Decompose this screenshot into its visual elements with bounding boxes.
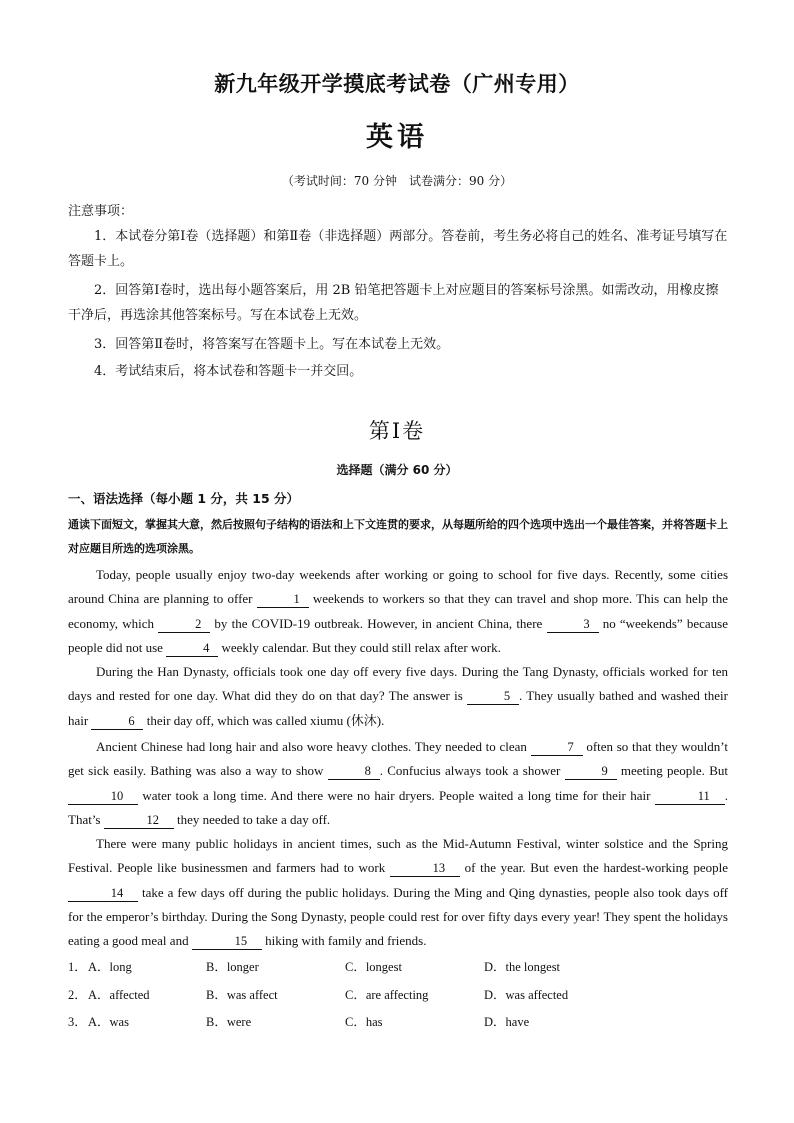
passage-text: their day off, which was called xiumu (休沐). bbox=[143, 712, 385, 728]
question-row-1 bbox=[68, 957, 728, 977]
passage-text: Ancient Chinese had long hair and also wore heavy clothes. They needed to clean bbox=[96, 739, 531, 754]
exam-title: 新九年级开学摸底考试卷（广州专用） bbox=[214, 72, 580, 96]
option-d[interactable]: D．was affected bbox=[484, 988, 569, 1002]
blank-11: 11 bbox=[655, 789, 725, 805]
option-a[interactable]: A．long bbox=[88, 960, 132, 974]
blank-5: 5 bbox=[467, 689, 519, 705]
blank-7: 7 bbox=[531, 740, 583, 756]
exam-info: （考试时间：70 分钟 试卷满分：90 分） bbox=[281, 174, 513, 188]
passage-paragraph-2 bbox=[68, 660, 728, 733]
passage-paragraph-3 bbox=[68, 735, 728, 832]
part-title: 第Ⅰ卷 bbox=[368, 419, 426, 443]
blank-14: 14 bbox=[68, 886, 138, 902]
option-c[interactable]: C．are affecting bbox=[345, 988, 429, 1002]
question-row-2 bbox=[68, 985, 728, 1005]
notice-item-1 bbox=[68, 224, 728, 274]
passage-text: . They usually bathed and washed their hair bbox=[68, 688, 728, 728]
blank-12: 12 bbox=[104, 813, 174, 829]
option-a[interactable]: A．was bbox=[88, 1015, 129, 1029]
blank-8: 8 bbox=[328, 764, 380, 780]
passage-text: hiking with family and friends. bbox=[261, 933, 427, 949]
blank-9: 9 bbox=[565, 764, 617, 780]
option-b[interactable]: B．was affect bbox=[206, 988, 278, 1002]
notice-item-text: 1．本试卷分第Ⅰ卷（选择题）和第Ⅱ卷（非选择题）两部分。答卷前，考生务必将自己的姓名、准考证号填写在答题卡上。 bbox=[68, 229, 728, 269]
blank-1: 1 bbox=[257, 592, 309, 608]
notice-item-2 bbox=[68, 278, 728, 328]
notice-item-3 bbox=[68, 332, 728, 357]
passage-text: . That’s bbox=[68, 787, 728, 827]
notice-item-4 bbox=[68, 359, 728, 384]
option-b[interactable]: B．longer bbox=[206, 960, 259, 974]
passage-text: meeting people. But bbox=[616, 763, 728, 779]
passage-text: During the Han Dynasty, officials took one day off every five days. During the Tang Dynasty, officials worked for ten days and rested for one day. What did they do on that day? The answer is bbox=[68, 664, 728, 704]
blank-13: 13 bbox=[390, 861, 460, 877]
notice-item-text: 3．回答第Ⅱ卷时，将答案写在答题卡上。写在本试卷上无效。 bbox=[94, 337, 450, 352]
blank-3: 3 bbox=[547, 617, 599, 633]
blank-2: 2 bbox=[158, 617, 210, 633]
passage-text: Today, people usually enjoy two-day weekends after working or going to school for five days. Recently, some cities around China are planning to offer bbox=[68, 567, 728, 607]
notice-item-text: 4．考试结束后，将本试卷和答题卡一并交回。 bbox=[94, 364, 363, 379]
passage-text: they needed to take a day off. bbox=[173, 811, 331, 827]
question-heading: 一、语法选择（每小题 1 分，共 15 分） bbox=[68, 491, 300, 506]
passage-text: weekly calendar. But they could still relax after work. bbox=[218, 639, 501, 655]
passage-text: water took a long time. And there were no hair dryers. People waited a long time for their hair bbox=[138, 787, 655, 803]
option-d[interactable]: D．have bbox=[484, 1015, 530, 1029]
blank-6: 6 bbox=[91, 714, 143, 730]
blank-10: 10 bbox=[68, 789, 138, 805]
passage-text: . Confucius always took a shower bbox=[379, 763, 565, 779]
option-c[interactable]: C．has bbox=[345, 1015, 383, 1029]
passage-text: take a few days off during the public holidays. During the Ming and Qing dynasties, people also took days off for the emperor’s birthday. During the Song Dynasty, people could rest for over fifty days every year! They spent the holidays eating a good meal and bbox=[68, 884, 728, 949]
passage-text: weekends to workers so that they can travel and shop more. This can help the economy, which bbox=[68, 591, 728, 631]
option-d[interactable]: D．the longest bbox=[484, 960, 561, 974]
notice-item-text: 2．回答第Ⅰ卷时，选出每小题答案后，用 2B 铅笔把答题卡上对应题目的答案标号涂黑。如需改动，用橡皮擦干净后，再选涂其他答案标号。写在本试卷上无效。 bbox=[68, 283, 719, 323]
passage-text: of the year. But even the hardest-working people bbox=[459, 860, 728, 876]
passage-text: There were many public holidays in ancient times, such as the Mid-Autumn Festival, winter solstice and the Spring Festival. People like businessmen and farmers had to work bbox=[68, 836, 728, 876]
passage-paragraph-1 bbox=[68, 563, 728, 660]
notice-heading: 注意事项： bbox=[68, 204, 134, 219]
subject-title: 英语 bbox=[366, 122, 428, 153]
instruction: 通读下面短文，掌握其大意，然后按照句子结构的语法和上下文连贯的要求，从每题所给的四个选项中选出一个最佳答案，并将答题卡上对应题目所选的选项涂黑。 bbox=[68, 518, 728, 555]
blank-15: 15 bbox=[192, 934, 262, 950]
question-number: 2． bbox=[68, 988, 87, 1002]
option-c[interactable]: C．longest bbox=[345, 960, 402, 974]
question-number: 3． bbox=[68, 1015, 87, 1029]
question-row-3 bbox=[68, 1012, 728, 1032]
option-a[interactable]: A．affected bbox=[88, 988, 150, 1002]
passage-text: often so that they wouldn’t get sick easily. Bathing was also a way to show bbox=[68, 739, 728, 779]
passage-text: no “weekends” because people did not use bbox=[68, 615, 728, 655]
question-number: 1． bbox=[68, 960, 87, 974]
passage-paragraph-4 bbox=[68, 832, 728, 953]
blank-4: 4 bbox=[166, 641, 218, 657]
passage-text: by the COVID-19 outbreak. However, in ancient China, there bbox=[210, 615, 547, 631]
section-title: 选择题（满分 60 分） bbox=[336, 463, 458, 477]
option-b[interactable]: B．were bbox=[206, 1015, 252, 1029]
